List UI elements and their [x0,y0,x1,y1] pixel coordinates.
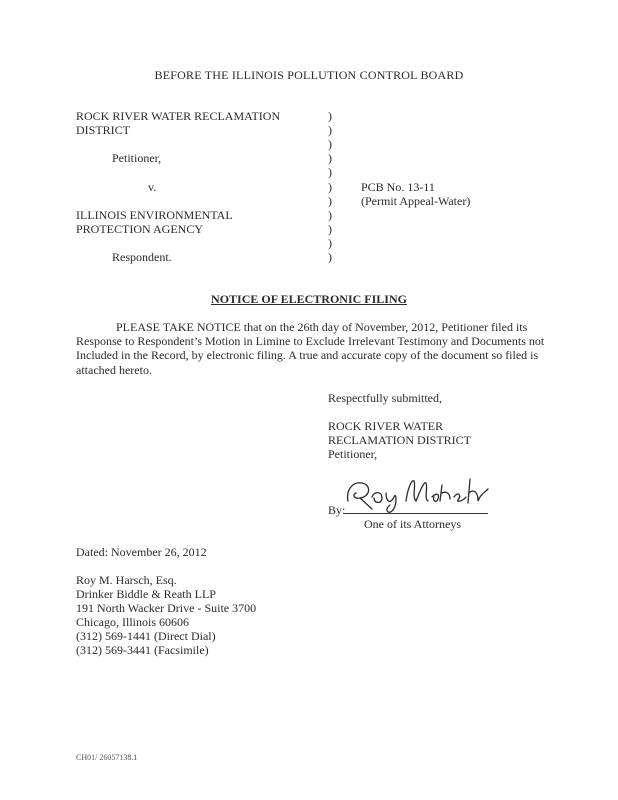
party-name-line2: RECLAMATION DISTRICT [328,433,471,447]
caption-paren: ) [328,137,332,151]
case-number: PCB No. 13-11 [361,180,435,194]
counsel-address: 191 North Wacker Drive - Suite 3700 [76,601,257,615]
by-label: By: [328,503,346,517]
notice-title: NOTICE OF ELECTRONIC FILING [211,292,407,306]
signature-line [344,513,488,514]
petitioner-role: Petitioner, [112,151,162,165]
attorneys-label: One of its Attorneys [364,517,461,531]
caption-paren: ) [328,250,332,264]
caption-paren: ) [328,194,332,208]
handwritten-signature [342,471,492,513]
caption-paren: ) [328,151,332,165]
document-footer-code: CH01/ 26057138.1 [76,753,138,762]
caption-paren: ) [328,208,332,222]
counsel-name: Roy M. Harsch, Esq. [76,573,177,587]
counsel-phone: (312) 569-1441 (Direct Dial) [76,629,216,643]
caption-paren: ) [328,109,332,123]
dated-line: Dated: November 26, 2012 [76,545,207,559]
case-type: (Permit Appeal-Water) [361,194,471,208]
party-name-line1: ROCK RIVER WATER [328,419,444,433]
party-role: Petitioner, [328,447,378,461]
notice-body: PLEASE TAKE NOTICE that on the 26th day of November, 2012, Petitioner filed its Response to Respondent’s Motion in Limine to Exclude Irrelevant Testimony and Documents not Included in the Record, by electronic filing. A true and accurate copy of the document so filed is attached hereto. [76,320,545,377]
counsel-fax: (312) 569-3441 (Facsimile) [76,643,209,657]
court-heading: BEFORE THE ILLINOIS POLLUTION CONTROL BOARD [154,68,464,82]
petitioner-name-line2: DISTRICT [76,123,130,137]
caption-paren: ) [328,236,332,250]
counsel-city: Chicago, Illinois 60606 [76,615,189,629]
respondent-role: Respondent. [112,250,172,264]
caption-paren: ) [328,165,332,179]
petitioner-name-line1: ROCK RIVER WATER RECLAMATION [76,109,281,123]
respectfully-submitted: Respectfully submitted, [328,391,442,405]
counsel-firm: Drinker Biddle & Reath LLP [76,587,216,601]
respondent-name-line1: ILLINOIS ENVIRONMENTAL [76,208,233,222]
versus-label: v. [148,180,157,194]
respondent-name-line2: PROTECTION AGENCY [76,222,204,236]
caption-paren: ) [328,180,332,194]
caption-paren: ) [328,222,332,236]
caption-paren: ) [328,123,332,137]
